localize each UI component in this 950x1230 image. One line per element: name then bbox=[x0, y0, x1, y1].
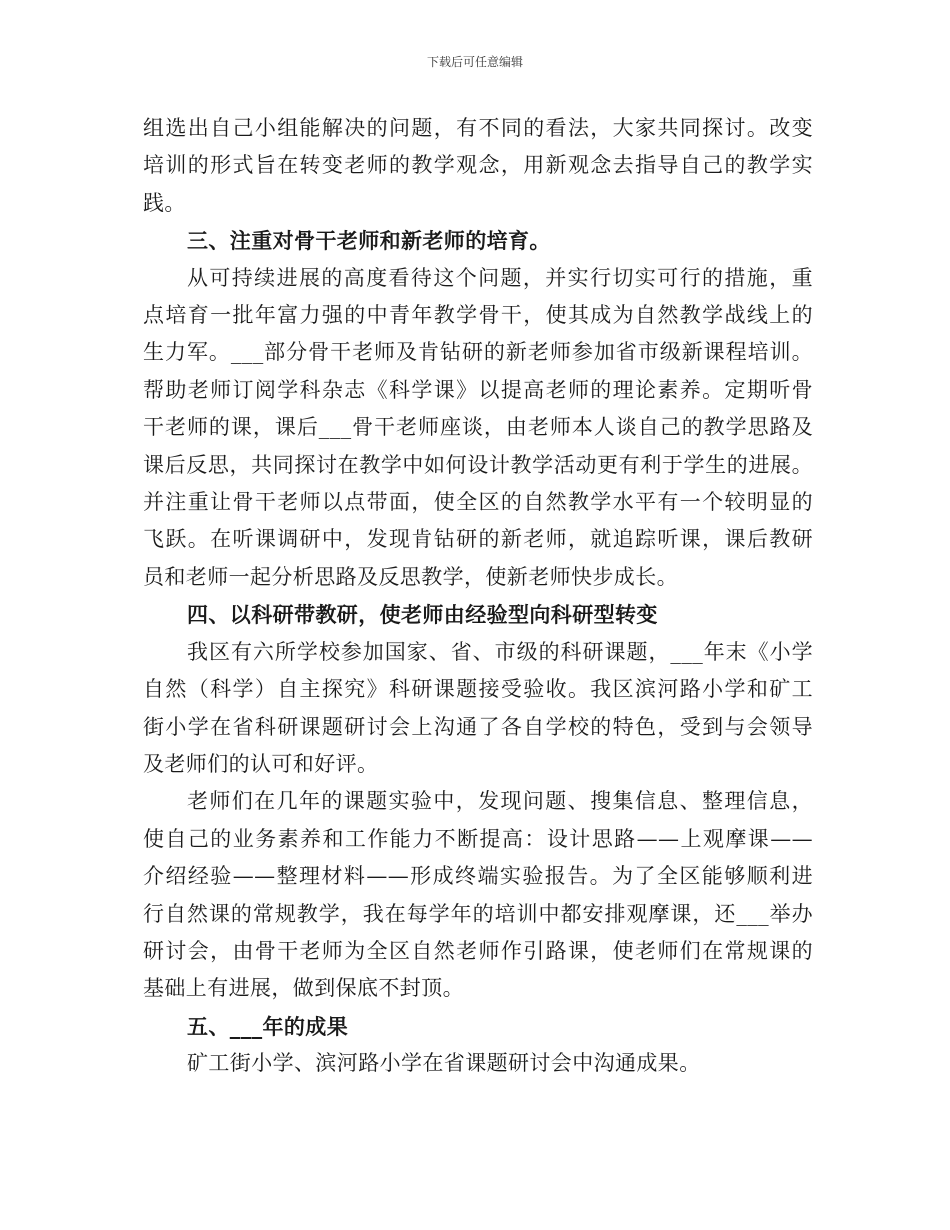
text-line: 组选出自己小组能解决的问题，有不同的看法，大家共同探讨。改变 bbox=[143, 116, 813, 140]
text-line: 矿工街小学、滨河路小学在省课题研讨会中沟通成果。 bbox=[187, 1051, 701, 1076]
text-line: 飞跃。在听课调研中，发现肯钻研的新老师，就追踪听课，课后教研 bbox=[143, 527, 813, 552]
text-line: 员和老师一起分析思路及反思教学，使新老师快步成长。 bbox=[143, 564, 678, 589]
section-heading-5: 五、___年的成果 bbox=[187, 1013, 349, 1039]
text-line: 行自然课的常规教学，我在每学年的培训中都安排观摩课，还___举办 bbox=[143, 901, 813, 926]
section-heading-3: 三、注重对骨干老师和新老师的培育。 bbox=[187, 228, 551, 254]
text-line: 研讨会，由骨干老师为全区自然老师作引路课，使老师们在常规课的 bbox=[143, 938, 813, 963]
text-line: 介绍经验——整理材料——形成终端实验报告。为了全区能够顺利进 bbox=[143, 864, 813, 889]
section-heading-4: 四、以科研带教研，使老师由经验型向科研型转变 bbox=[187, 602, 658, 628]
text-line: 生力军。___部分骨干老师及肯钻研的新老师参加省市级新课程培训。 bbox=[143, 340, 813, 365]
text-line: 街小学在省科研课题研讨会上沟通了各自学校的特色，受到与会领导 bbox=[143, 714, 813, 739]
paragraph-training-form bbox=[143, 110, 813, 222]
paragraph-backbone-teachers bbox=[143, 260, 813, 597]
text-line: 及老师们的认可和好评。 bbox=[143, 751, 379, 776]
paragraph-experiment-experience bbox=[143, 783, 813, 1007]
document-body bbox=[143, 110, 813, 1083]
text-line: 基础上有进展，做到保底不封顶。 bbox=[143, 976, 464, 1001]
text-line: 从可持续进展的高度看待这个问题，并实行切实可行的措施，重 bbox=[187, 265, 813, 290]
page-header: 下载后可任意编辑 bbox=[426, 55, 523, 69]
text-line: 干老师的课，课后___骨干老师座谈，由老师本人谈自己的教学思路及 bbox=[143, 415, 813, 440]
text-line: 帮助老师订阅学科杂志《科学课》以提高老师的理论素养。定期听骨 bbox=[143, 377, 813, 402]
text-line: 践。 bbox=[143, 190, 186, 215]
paragraph-research-projects bbox=[143, 634, 813, 784]
text-line: 老师们在几年的课题实验中，发现问题、搜集信息、整理信息， bbox=[187, 789, 813, 814]
text-line: 我区有六所学校参加国家、省、市级的科研课题，___年末《小学 bbox=[187, 639, 813, 664]
text-line: 并注重让骨干老师以点带面，使全区的自然教学水平有一个较明显的 bbox=[143, 490, 813, 515]
paragraph-results bbox=[143, 1045, 813, 1082]
text-line: 点培育一批年富力强的中青年教学骨干，使其成为自然教学战线上的 bbox=[143, 303, 813, 328]
text-line: 自然（科学）自主探究》科研课题接受验收。我区滨河路小学和矿工 bbox=[143, 677, 813, 702]
text-line: 课后反思，共同探讨在教学中如何设计教学活动更有利于学生的进展。 bbox=[143, 452, 813, 477]
text-line: 使自己的业务素养和工作能力不断提高：设计思路——上观摩课—— bbox=[143, 826, 813, 851]
text-line: 培训的形式旨在转变老师的教学观念，用新观念去指导自己的教学实 bbox=[143, 153, 813, 178]
